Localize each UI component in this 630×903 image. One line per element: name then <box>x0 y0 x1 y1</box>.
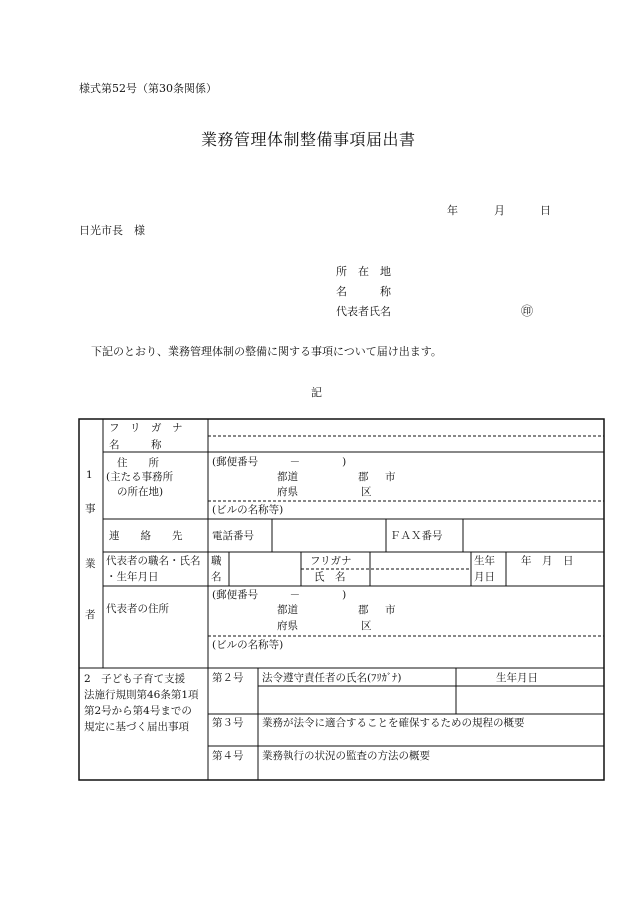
business-side-label-sha: 者 <box>85 609 96 621</box>
tel-label: 電話番号 <box>212 530 254 542</box>
section2-label-3: 第2号から第4号までの <box>84 705 192 717</box>
date-year: 年 <box>447 204 458 217</box>
shi-label: 市 <box>385 471 396 483</box>
item-no2: 第２号 <box>212 672 244 684</box>
ki-heading: 記 <box>311 386 322 399</box>
item-no2-birth: 生年月日 <box>496 672 538 684</box>
business-side-label-gyo: 業 <box>85 558 96 570</box>
section2-label-2: 法施行規則第46条第1項 <box>84 689 199 701</box>
item-no3: 第３号 <box>212 717 244 729</box>
gun-label: 郡 <box>358 471 369 483</box>
section2-label-4: 規定に基づく届出事項 <box>84 721 189 733</box>
rep-postal-code-label: (郵便番号 － ) <box>212 589 347 601</box>
contact-label: 連 絡 先 <box>109 530 183 542</box>
rep-furigana-label: フリガナ <box>310 555 352 567</box>
address-label-3: の所在地) <box>117 486 164 498</box>
seal-mark: ㊞ <box>521 304 534 318</box>
section2-label-1: 2 子ども子育て支援 <box>84 673 186 685</box>
submitter-location-label: 所 在 地 <box>336 265 391 278</box>
todo-label: 都道 <box>277 471 298 483</box>
rep-shi-label: 市 <box>385 604 396 616</box>
shoku-label: 職 <box>211 555 222 567</box>
document-title: 業務管理体制整備事項届出書 <box>201 130 416 149</box>
business-side-label-ji: 事 <box>85 503 96 515</box>
birth-label-1: 生年 <box>474 555 495 567</box>
rep-todo-label: 都道 <box>277 604 298 616</box>
intro-text: 下記のとおり、業務管理体制の整備に関する事項について届け出ます。 <box>91 345 442 358</box>
address-label-1: 住 所 <box>117 457 159 469</box>
rep-gun-label: 郡 <box>358 604 369 616</box>
submitter-representative-label: 代表者氏名 <box>336 305 391 318</box>
rep-title-name-label: 代表者の職名・氏名 <box>106 555 201 567</box>
form-number: 様式第52号（第30条関係） <box>79 82 217 95</box>
item-no4: 第４号 <box>212 750 244 762</box>
postal-code-label: (郵便番号 － ) <box>212 456 347 468</box>
date-month: 月 <box>494 204 505 217</box>
furigana-label: フ リ ガ ナ <box>109 422 183 434</box>
date-day: 日 <box>540 204 551 217</box>
rep-address-label: 代表者の住所 <box>106 603 169 615</box>
rep-fuken-label: 府県 <box>277 620 298 632</box>
mei-label: 名 <box>211 571 222 583</box>
ku-label: 区 <box>361 486 372 498</box>
addressee: 日光市長 様 <box>79 224 145 237</box>
submitter-name-label: 名 称 <box>336 285 391 298</box>
address-label-2: (主たる事務所 <box>106 471 174 483</box>
business-name-label: 名 称 <box>109 439 162 451</box>
fuken-label: 府県 <box>277 486 298 498</box>
item-no2-text: 法令遵守責任者の氏名(ﾌﾘｶﾞﾅ) <box>262 672 402 684</box>
birth-ymd-label: 年 月 日 <box>521 555 574 567</box>
building-name-label: (ビルの名称等) <box>212 504 284 516</box>
rep-building-name-label: (ビルの名称等) <box>212 639 284 651</box>
rep-birth-label: ・生年月日 <box>106 571 159 583</box>
rep-shimei-label: 氏 名 <box>314 571 346 583</box>
item-no3-text: 業務が法令に適合することを確保するための規程の概要 <box>262 717 525 729</box>
birth-label-2: 月日 <box>474 571 495 583</box>
fax-label: ＦＡＸ番号 <box>390 530 443 542</box>
rep-ku-label: 区 <box>361 620 372 632</box>
business-side-label-number: 1 <box>86 469 93 481</box>
item-no4-text: 業務執行の状況の監査の方法の概要 <box>262 750 430 762</box>
